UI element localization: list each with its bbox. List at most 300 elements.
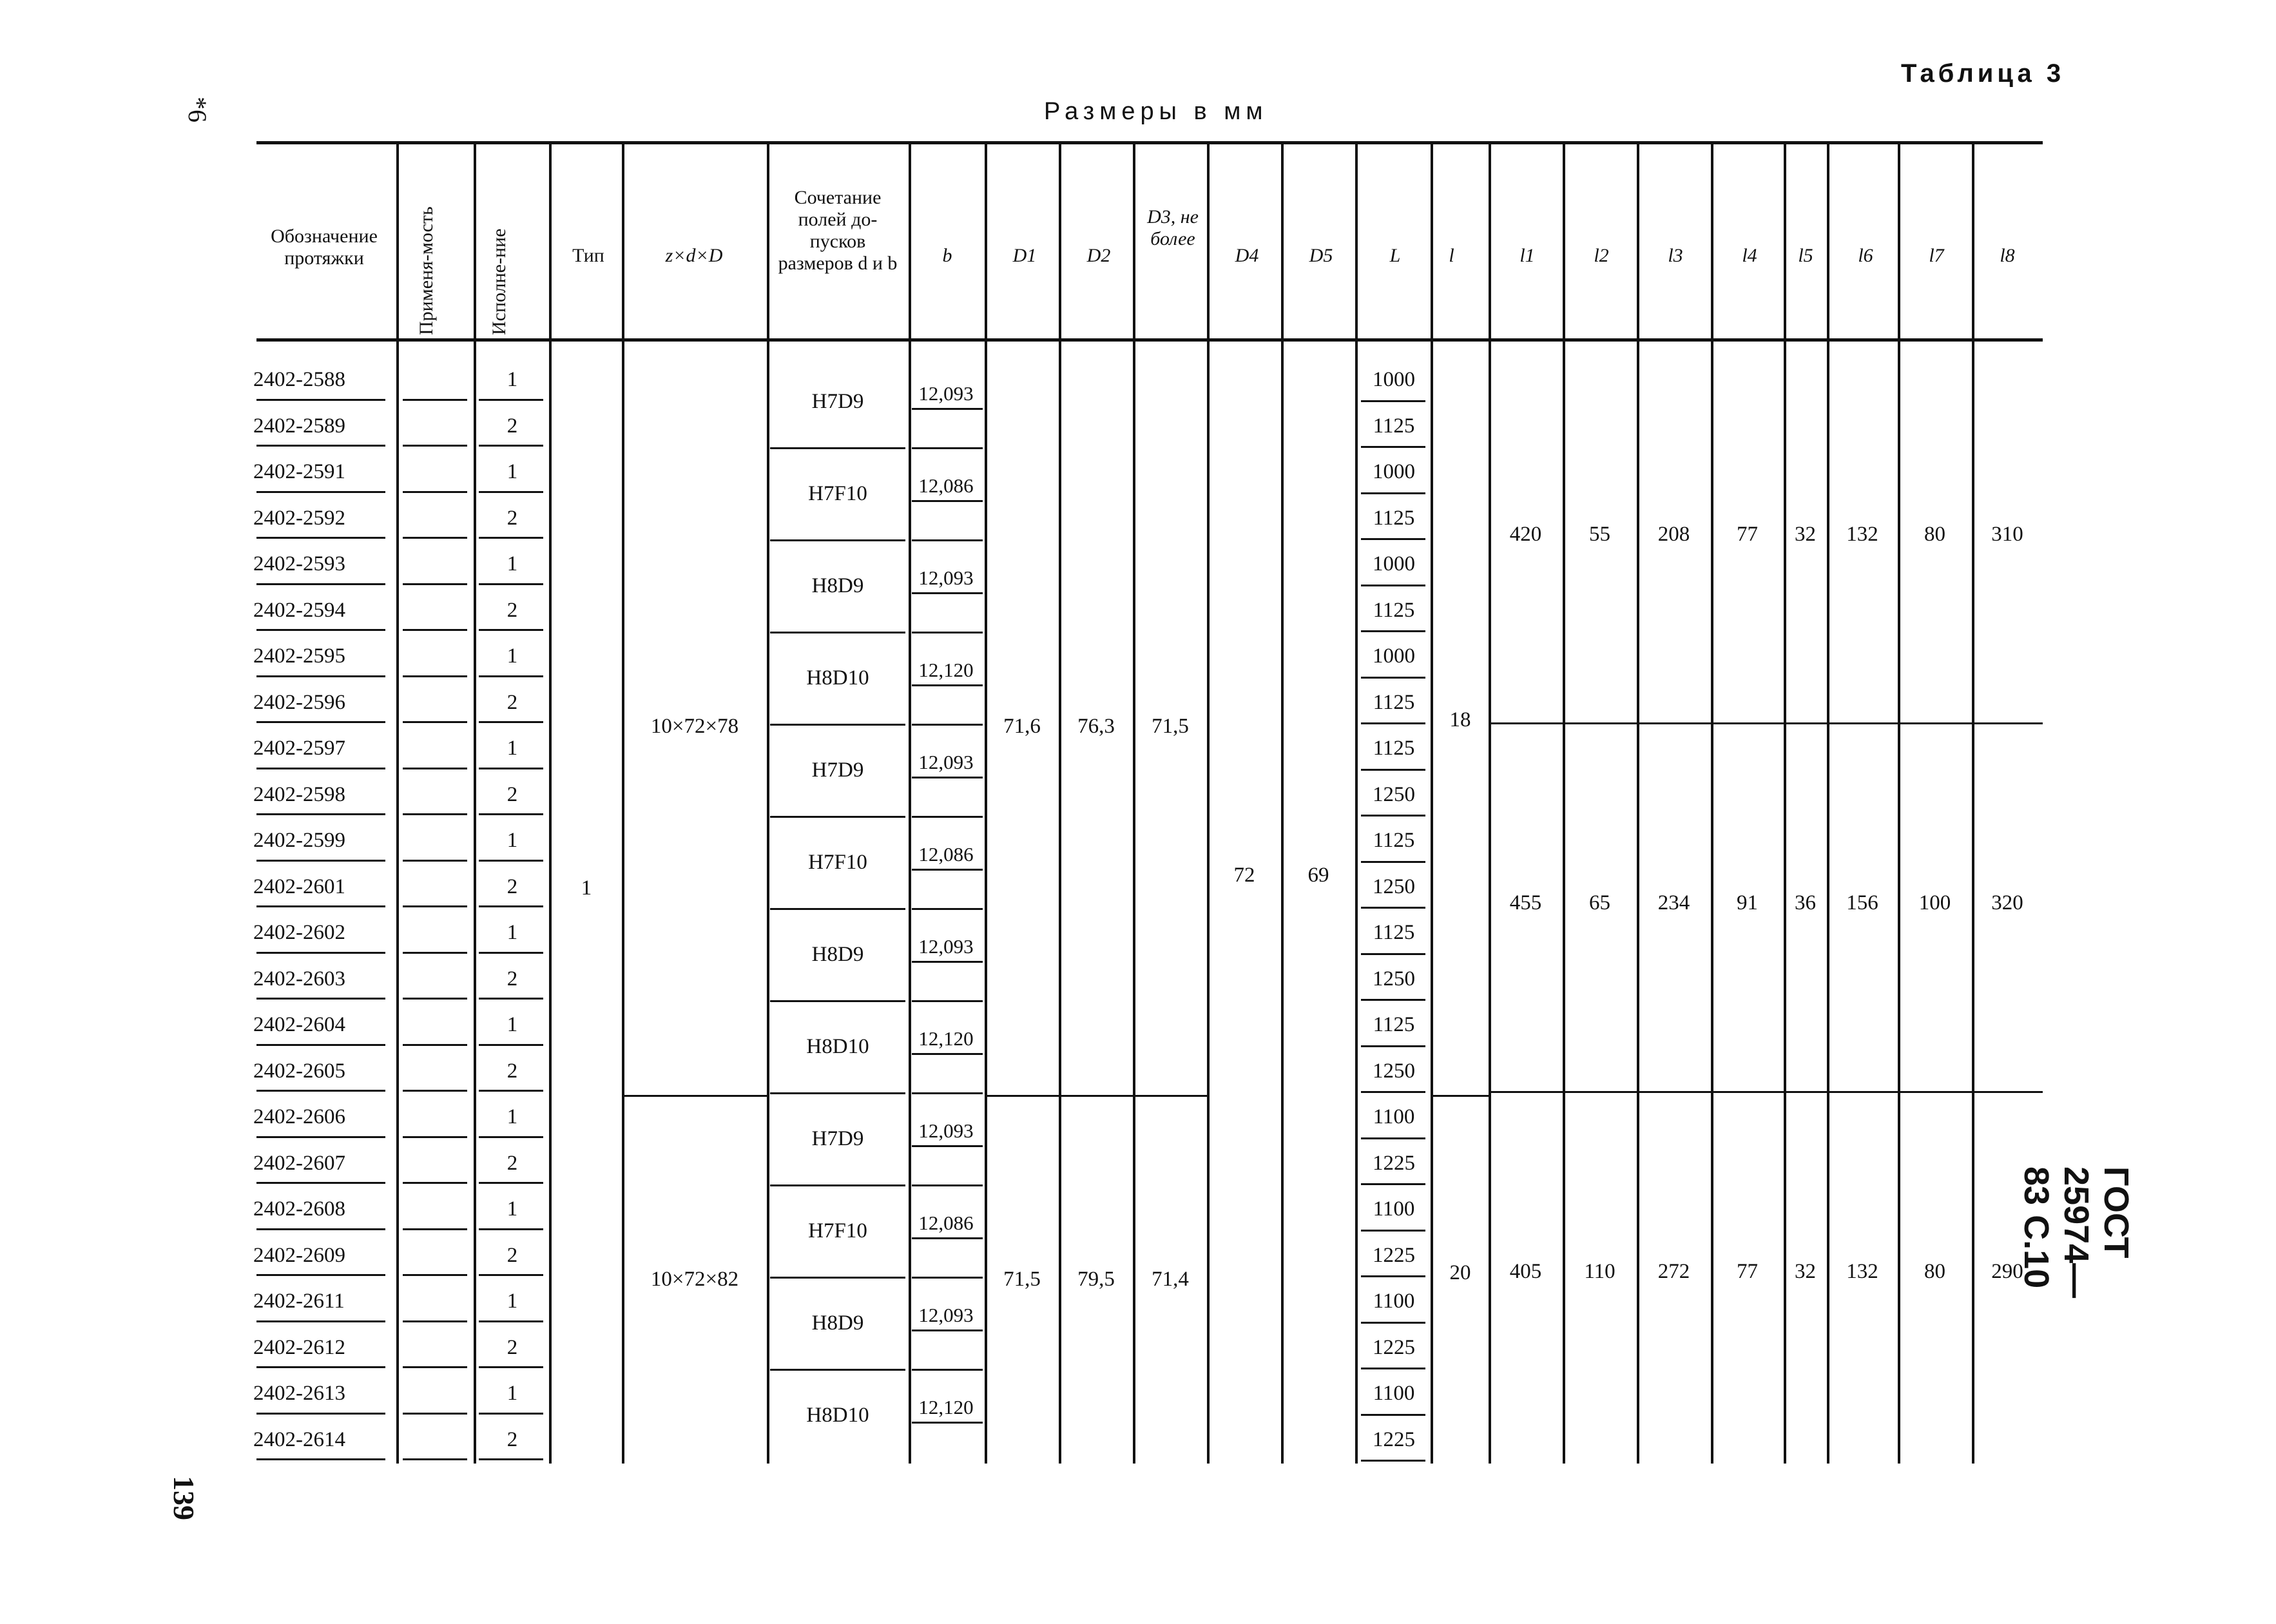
- header-l4: l4: [1742, 245, 1757, 266]
- row-underline: [256, 629, 385, 631]
- designation-cell: 2402-2589: [253, 414, 345, 438]
- row-underline: [1361, 1045, 1425, 1047]
- version-cell: 2: [506, 598, 518, 622]
- row-underline: [479, 1366, 543, 1368]
- version-cell: 2: [506, 1427, 518, 1451]
- L-cell: 1125: [1373, 506, 1415, 530]
- page-number: 139: [168, 1476, 200, 1520]
- designation-cell: 2402-2606: [253, 1105, 345, 1128]
- designation-cell: 2402-2588: [253, 368, 345, 391]
- row-underline: [1361, 1230, 1425, 1232]
- group-rule: [912, 1277, 983, 1279]
- designation-cell: 2402-2592: [253, 506, 345, 530]
- header-b: b: [942, 245, 952, 266]
- header-l6: l6: [1858, 245, 1873, 266]
- header-l2: l2: [1594, 245, 1609, 266]
- b-value-cell: 12,093: [918, 935, 974, 958]
- version-cell: 2: [506, 1335, 518, 1359]
- designation-cell: 2402-2613: [253, 1382, 345, 1405]
- header-D2: D2: [1086, 245, 1111, 266]
- header-designation: Обозначение протяжки: [271, 226, 378, 269]
- designation-cell: 2402-2591: [253, 460, 345, 483]
- row-underline: [1361, 999, 1425, 1001]
- standard-reference: ГОСТ 25974—83 С.10: [2017, 1166, 2136, 1299]
- b-value-cell: 12,093: [918, 1119, 974, 1142]
- column-divider: [1281, 143, 1284, 1464]
- row-underline: [256, 1320, 385, 1322]
- row-underline: [403, 1182, 467, 1184]
- size-group-rule: [624, 1095, 767, 1097]
- row-underline: [479, 1228, 543, 1230]
- group-rule: [770, 908, 905, 910]
- b-underline: [912, 1145, 983, 1147]
- column-divider: [622, 143, 624, 1464]
- dims-caption: Размеры в мм: [1044, 98, 1268, 125]
- tolerance-combo-cell: H8D10: [806, 666, 869, 690]
- designation-cell: 2402-2609: [253, 1243, 345, 1267]
- row-underline: [403, 1458, 467, 1460]
- length-group-rule: [1489, 722, 2043, 724]
- row-underline: [1361, 861, 1425, 863]
- row-underline: [403, 629, 467, 631]
- designation-cell: 2402-2594: [253, 598, 345, 622]
- l3-cell: 272: [1657, 1260, 1690, 1283]
- row-underline: [403, 1366, 467, 1368]
- header-tolerance: Сочетание полей до-пусков размеров d и b: [778, 187, 898, 274]
- row-underline: [1361, 1183, 1425, 1185]
- row-underline: [479, 1320, 543, 1322]
- version-cell: 1: [506, 921, 518, 944]
- designation-cell: 2402-2612: [253, 1335, 345, 1359]
- L-cell: 1100: [1373, 1290, 1415, 1313]
- row-underline: [1361, 677, 1425, 679]
- b-underline: [912, 1422, 983, 1424]
- header-l8: l8: [2000, 245, 2015, 266]
- group-rule: [912, 908, 983, 910]
- row-underline: [479, 1136, 543, 1138]
- group-rule: [770, 539, 905, 541]
- L-cell: 1225: [1373, 1335, 1415, 1359]
- designation-cell: 2402-2604: [253, 1013, 345, 1036]
- designation-cell: 2402-2598: [253, 782, 345, 806]
- header-D5: D5: [1309, 245, 1333, 266]
- row-underline: [256, 399, 385, 401]
- header-l5: l5: [1798, 245, 1813, 266]
- row-underline: [1361, 1322, 1425, 1324]
- row-underline: [403, 860, 467, 862]
- row-underline: [479, 491, 543, 493]
- b-value-cell: 12,120: [918, 659, 974, 681]
- group-rule: [770, 816, 905, 818]
- row-underline: [1361, 1460, 1425, 1462]
- row-underline: [1361, 769, 1425, 771]
- b-value-cell: 12,086: [918, 1212, 974, 1234]
- row-underline: [256, 583, 385, 585]
- group-rule: [912, 724, 983, 726]
- b-underline: [912, 961, 983, 963]
- row-underline: [403, 675, 467, 677]
- group-rule: [912, 539, 983, 541]
- designation-cell: 2402-2614: [253, 1427, 345, 1451]
- row-underline: [479, 1274, 543, 1276]
- version-cell: 1: [506, 368, 518, 391]
- row-underline: [403, 998, 467, 1000]
- row-underline: [256, 813, 385, 815]
- b-value-cell: 12,093: [918, 382, 974, 405]
- row-underline: [403, 952, 467, 954]
- l3-cell: 234: [1657, 891, 1690, 914]
- group-rule: [912, 1000, 983, 1002]
- row-underline: [1361, 1091, 1425, 1093]
- row-underline: [479, 675, 543, 677]
- row-underline: [479, 860, 543, 862]
- version-cell: 2: [506, 1059, 518, 1083]
- b-underline: [912, 1329, 983, 1331]
- row-underline: [256, 445, 385, 447]
- l4-cell: 77: [1737, 1260, 1758, 1283]
- row-underline: [256, 1090, 385, 1092]
- row-underline: [479, 1182, 543, 1184]
- row-underline: [1361, 1275, 1425, 1277]
- row-underline: [256, 1136, 385, 1138]
- L-cell: 1000: [1373, 644, 1415, 668]
- group-rule: [770, 1277, 905, 1279]
- row-underline: [256, 1413, 385, 1415]
- b-underline: [912, 777, 983, 778]
- tolerance-combo-cell: H7F10: [808, 1219, 867, 1242]
- tolerance-combo-cell: H7D9: [811, 390, 864, 413]
- row-underline: [256, 491, 385, 493]
- row-underline: [256, 1182, 385, 1184]
- version-cell: 1: [506, 644, 518, 668]
- tolerance-combo-cell: H7F10: [808, 851, 867, 874]
- zdD-cell: 10×72×78: [650, 715, 739, 738]
- L-cell: 1225: [1373, 1243, 1415, 1267]
- tolerance-combo-cell: H7D9: [811, 1127, 864, 1150]
- column-divider: [1207, 143, 1210, 1464]
- l6-cell: 132: [1846, 1260, 1878, 1283]
- header-type: Тип: [572, 245, 604, 266]
- D5-cell: 69: [1307, 863, 1329, 887]
- version-cell: 1: [506, 1290, 518, 1313]
- header-version: Исполне-ние: [488, 228, 510, 335]
- tolerance-combo-cell: H7D9: [811, 759, 864, 782]
- row-underline: [256, 1458, 385, 1460]
- group-rule: [770, 1000, 905, 1002]
- row-underline: [479, 399, 543, 401]
- L-cell: 1000: [1373, 552, 1415, 575]
- l5-cell: 32: [1795, 523, 1816, 546]
- l7-cell: 80: [1924, 1260, 1945, 1283]
- b-value-cell: 12,093: [918, 1304, 974, 1326]
- l2-cell: 55: [1589, 523, 1610, 546]
- row-underline: [256, 1274, 385, 1276]
- row-underline: [479, 905, 543, 907]
- row-underline: [1361, 446, 1425, 448]
- designation-cell: 2402-2599: [253, 829, 345, 852]
- row-underline: [403, 491, 467, 493]
- version-cell: 2: [506, 782, 518, 806]
- row-underline: [1361, 1414, 1425, 1416]
- row-underline: [1361, 400, 1425, 402]
- l4-cell: 91: [1737, 891, 1758, 914]
- b-underline: [912, 1237, 983, 1239]
- L-cell: 1225: [1373, 1427, 1415, 1451]
- L-cell: 1225: [1373, 1151, 1415, 1175]
- l6-cell: 132: [1846, 523, 1878, 546]
- table-label: Таблица 3: [1901, 59, 2065, 88]
- L-cell: 1125: [1373, 690, 1415, 714]
- row-underline: [479, 537, 543, 539]
- version-cell: 2: [506, 414, 518, 438]
- row-underline: [1361, 1137, 1425, 1139]
- header-L: L: [1389, 245, 1401, 266]
- l1-cell: 405: [1509, 1260, 1542, 1283]
- tolerance-combo-cell: H8D9: [811, 574, 864, 597]
- column-divider: [396, 143, 399, 1464]
- designation-cell: 2402-2597: [253, 737, 345, 760]
- b-underline: [912, 684, 983, 686]
- designation-cell: 2402-2601: [253, 875, 345, 898]
- L-cell: 1125: [1373, 737, 1415, 760]
- L-cell: 1125: [1373, 414, 1415, 438]
- row-underline: [1361, 907, 1425, 909]
- row-underline: [403, 721, 467, 723]
- b-underline: [912, 500, 983, 502]
- b-value-cell: 12,086: [918, 474, 974, 497]
- designation-cell: 2402-2611: [253, 1290, 345, 1313]
- b-underline: [912, 408, 983, 410]
- l8-cell: 290: [1991, 1260, 2023, 1283]
- L-cell: 1250: [1373, 782, 1415, 806]
- header-l3: l3: [1668, 245, 1683, 266]
- version-cell: 1: [506, 1382, 518, 1405]
- version-cell: 2: [506, 1151, 518, 1175]
- L-cell: 1125: [1373, 921, 1415, 944]
- group-rule: [770, 1369, 905, 1371]
- group-rule: [770, 447, 905, 449]
- l1-cell: 455: [1509, 891, 1542, 914]
- header-l1: l1: [1519, 245, 1535, 266]
- tolerance-combo-cell: H8D10: [806, 1035, 869, 1058]
- row-underline: [1361, 953, 1425, 955]
- row-underline: [256, 860, 385, 862]
- length-group-rule: [1489, 1091, 2043, 1093]
- row-underline: [256, 537, 385, 539]
- D3-cell: 71,4: [1152, 1268, 1189, 1291]
- group-rule: [912, 447, 983, 449]
- tolerance-combo-cell: H8D9: [811, 943, 864, 966]
- group-rule: [770, 1184, 905, 1186]
- header-D1: D1: [1012, 245, 1037, 266]
- D3-cell: 71,5: [1152, 715, 1189, 738]
- l5-cell: 36: [1795, 891, 1816, 914]
- row-underline: [403, 1136, 467, 1138]
- row-underline: [256, 952, 385, 954]
- version-cell: 1: [506, 1197, 518, 1221]
- designation-cell: 2402-2593: [253, 552, 345, 575]
- row-underline: [403, 768, 467, 769]
- row-underline: [256, 768, 385, 769]
- row-underline: [479, 1090, 543, 1092]
- L-cell: 1000: [1373, 460, 1415, 483]
- row-underline: [479, 768, 543, 769]
- row-underline: [403, 537, 467, 539]
- row-underline: [479, 583, 543, 585]
- row-underline: [479, 813, 543, 815]
- b-value-cell: 12,093: [918, 751, 974, 773]
- row-underline: [256, 998, 385, 1000]
- group-rule: [770, 724, 905, 726]
- tolerance-combo-cell: H7F10: [808, 482, 867, 505]
- row-underline: [403, 1090, 467, 1092]
- row-underline: [479, 1413, 543, 1415]
- L-cell: 1125: [1373, 598, 1415, 622]
- table-top-rule: [256, 141, 2043, 144]
- row-underline: [256, 721, 385, 723]
- row-underline: [256, 1044, 385, 1046]
- b-value-cell: 12,120: [918, 1396, 974, 1418]
- column-divider: [1355, 143, 1358, 1464]
- L-cell: 1125: [1373, 1013, 1415, 1036]
- D4-cell: 72: [1233, 863, 1255, 887]
- header-l7: l7: [1929, 245, 1944, 266]
- designation-cell: 2402-2602: [253, 921, 345, 944]
- group-rule: [912, 1092, 983, 1094]
- designation-cell: 2402-2605: [253, 1059, 345, 1083]
- D2-cell: 79,5: [1077, 1268, 1115, 1291]
- l7-cell: 80: [1924, 523, 1945, 546]
- L-cell: 1100: [1373, 1197, 1415, 1221]
- l-cell: 20: [1449, 1261, 1471, 1284]
- group-rule: [912, 632, 983, 633]
- b-underline: [912, 869, 983, 871]
- header-D4: D4: [1235, 245, 1259, 266]
- l4-cell: 77: [1737, 523, 1758, 546]
- l6-cell: 156: [1846, 891, 1878, 914]
- size-group-rule: [1432, 1095, 1489, 1097]
- version-cell: 1: [506, 737, 518, 760]
- row-underline: [256, 1366, 385, 1368]
- row-underline: [479, 952, 543, 954]
- tolerance-combo-cell: H8D9: [811, 1311, 864, 1335]
- D1-cell: 71,6: [1003, 715, 1041, 738]
- row-underline: [1361, 1368, 1425, 1369]
- group-rule: [912, 1369, 983, 1371]
- header-bottom-rule: [256, 338, 2043, 342]
- header-l: l: [1449, 245, 1454, 266]
- row-underline: [403, 1413, 467, 1415]
- L-cell: 1000: [1373, 368, 1415, 391]
- l3-cell: 208: [1657, 523, 1690, 546]
- l5-cell: 32: [1795, 1260, 1816, 1283]
- header-applicability: Применя-мость: [416, 206, 437, 335]
- designation-cell: 2402-2603: [253, 967, 345, 991]
- group-rule: [770, 1092, 905, 1094]
- row-underline: [1361, 492, 1425, 494]
- D2-cell: 76,3: [1077, 715, 1115, 738]
- L-cell: 1250: [1373, 967, 1415, 991]
- row-underline: [1361, 815, 1425, 817]
- group-rule: [912, 816, 983, 818]
- row-underline: [256, 905, 385, 907]
- b-underline: [912, 1053, 983, 1055]
- row-underline: [479, 721, 543, 723]
- version-cell: 2: [506, 967, 518, 991]
- version-cell: 2: [506, 506, 518, 530]
- b-underline: [912, 592, 983, 594]
- row-underline: [403, 1044, 467, 1046]
- L-cell: 1100: [1373, 1382, 1415, 1405]
- row-underline: [403, 813, 467, 815]
- row-underline: [256, 1228, 385, 1230]
- row-underline: [403, 1274, 467, 1276]
- designation-cell: 2402-2595: [253, 644, 345, 668]
- version-cell: 1: [506, 829, 518, 852]
- l8-cell: 310: [1991, 523, 2023, 546]
- row-underline: [1361, 630, 1425, 632]
- column-divider: [985, 143, 987, 1464]
- group-rule: [770, 632, 905, 633]
- column-divider: [549, 143, 552, 1464]
- column-divider: [474, 143, 476, 1464]
- column-divider: [1133, 143, 1135, 1464]
- l-cell: 18: [1449, 708, 1471, 731]
- version-cell: 2: [506, 1243, 518, 1267]
- l8-cell: 320: [1991, 891, 2023, 914]
- designation-cell: 2402-2596: [253, 690, 345, 714]
- L-cell: 1100: [1373, 1105, 1415, 1128]
- version-cell: 2: [506, 875, 518, 898]
- type-cell: 1: [581, 876, 592, 900]
- row-underline: [479, 445, 543, 447]
- size-group-rule: [986, 1095, 1208, 1097]
- version-cell: 1: [506, 1105, 518, 1128]
- b-value-cell: 12,120: [918, 1027, 974, 1050]
- column-divider: [1059, 143, 1061, 1464]
- row-underline: [479, 1044, 543, 1046]
- row-underline: [1361, 538, 1425, 540]
- row-underline: [479, 629, 543, 631]
- corner-mark: *6: [183, 97, 212, 122]
- l2-cell: 110: [1584, 1260, 1615, 1283]
- row-underline: [479, 998, 543, 1000]
- b-value-cell: 12,093: [918, 566, 974, 589]
- l2-cell: 65: [1589, 891, 1610, 914]
- tolerance-combo-cell: H8D10: [806, 1404, 869, 1427]
- row-underline: [403, 1228, 467, 1230]
- row-underline: [403, 1320, 467, 1322]
- version-cell: 1: [506, 460, 518, 483]
- D1-cell: 71,5: [1003, 1268, 1041, 1291]
- group-rule: [912, 1184, 983, 1186]
- row-underline: [1361, 585, 1425, 586]
- L-cell: 1250: [1373, 1059, 1415, 1083]
- designation-cell: 2402-2608: [253, 1197, 345, 1221]
- row-underline: [403, 905, 467, 907]
- L-cell: 1125: [1373, 829, 1415, 852]
- header-D3: D3, не более: [1147, 206, 1199, 249]
- l7-cell: 100: [1918, 891, 1951, 914]
- l1-cell: 420: [1509, 523, 1542, 546]
- column-divider: [909, 143, 911, 1464]
- column-divider: [767, 143, 769, 1464]
- b-value-cell: 12,086: [918, 843, 974, 865]
- designation-cell: 2402-2607: [253, 1151, 345, 1175]
- header-zdD: z×d×D: [665, 245, 723, 266]
- row-underline: [403, 445, 467, 447]
- zdD-cell: 10×72×82: [650, 1268, 739, 1291]
